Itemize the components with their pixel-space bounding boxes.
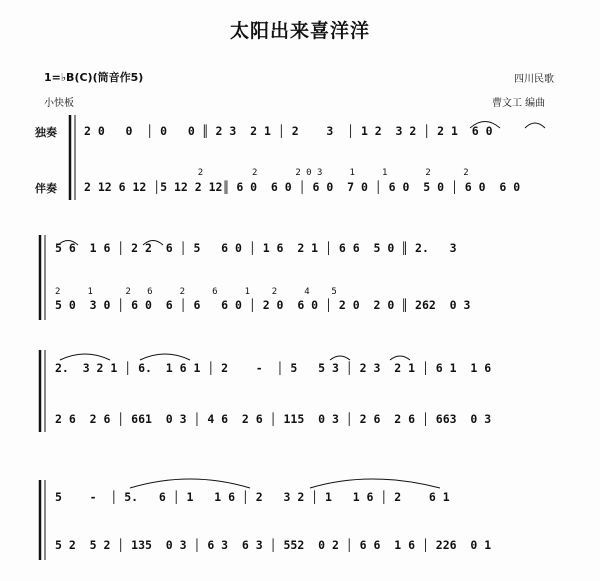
system-1-accompaniment-notes: 2 12 6 12 │5 12 2 12║ 6 0 6 0 │ 6 0 7 0 │ 6 0 5 0 │ 6 0 6 0 — [84, 180, 521, 194]
song-origin: 四川民歌 — [514, 74, 554, 85]
tempo-marking: 小快板 — [44, 98, 74, 109]
key-signature: 1=♭B(C)(筒音作5) — [44, 71, 144, 84]
solo-part-label: 独奏 — [35, 126, 57, 139]
system-1-solo-notes: 2 0 0 │ 0 0 ║ 2 3 2 1 │ 2 3 │ 1 2 3 2 │ 2 1 6 0 — [84, 124, 493, 138]
system-3-solo-notes: 2. 3 2 1 │ 6. 1 6 1 │ 2 - │ 5 5 3 │ 2 3 2 1 │ 6 1 1 6 — [55, 361, 492, 375]
system-1-accompaniment-upper: 2 2 2 0 3 1 1 2 2 — [84, 168, 469, 178]
arranger-credit: 曹文工 编曲 — [492, 98, 546, 109]
accompaniment-part-label: 伴奏 — [35, 182, 57, 195]
system-2-solo-notes: 5 6 1 6 │ 2 2 6 │ 5 6 0 │ 1 6 2 1 │ 6 6 5 0 ║ 2. 3 — [55, 241, 457, 255]
system-2-accompaniment-upper: 2 1 2 6 2 6 1 2 4 5 — [55, 287, 337, 297]
system-4-accompaniment-notes: 5 2 5 2 │ 135 0 3 │ 6 3 6 3 │ 552 0 2 │ 6 6 1 6 │ 226 0 1 — [55, 538, 492, 552]
song-title: 太阳出来喜洋洋 — [229, 20, 370, 42]
system-4-solo-notes: 5 - │ 5. 6 │ 1 1 6 │ 2 3 2 │ 1 1 6 │ 2 6 1 — [55, 490, 450, 504]
system-3-accompaniment-notes: 2 6 2 6 │ 661 0 3 │ 4 6 2 6 │ 115 0 3 │ 2 6 2 6 │ 663 0 3 — [55, 412, 492, 426]
system-2-accompaniment-notes: 5 0 3 0 │ 6 0 6 │ 6 6 0 │ 2 0 6 0 │ 2 0 2 0 ║ 262 0 3 — [55, 298, 471, 312]
